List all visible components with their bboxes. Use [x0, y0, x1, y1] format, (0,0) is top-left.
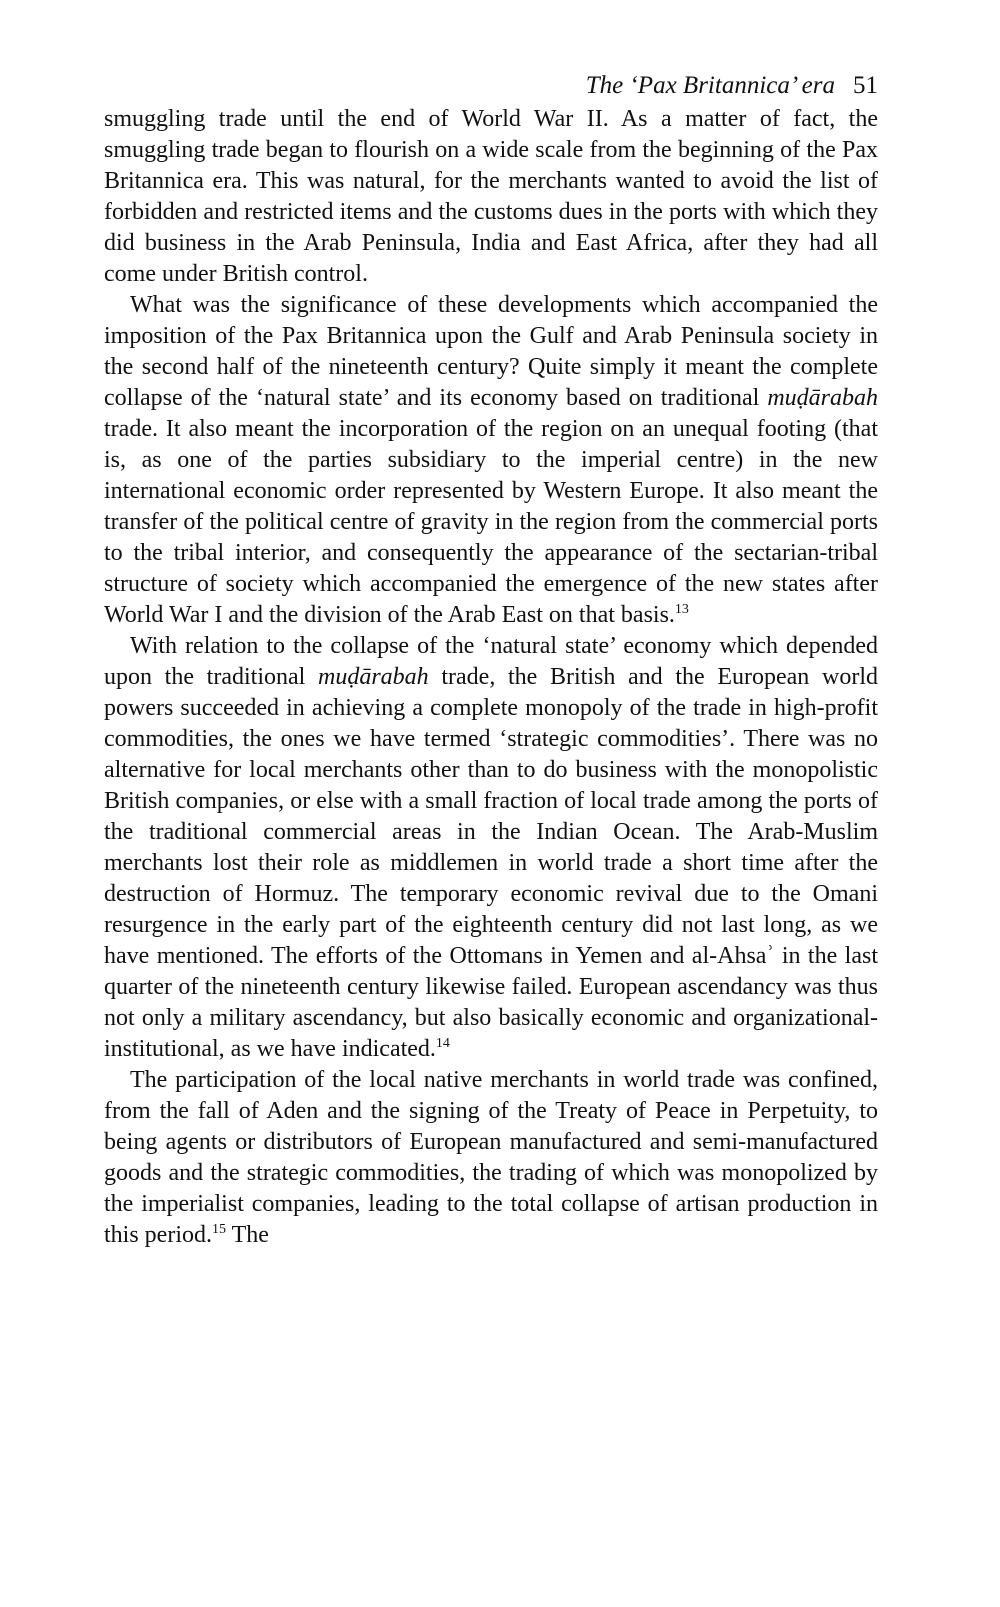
paragraph-4-text-b: The: [226, 1222, 269, 1248]
paragraph-2-text-a: What was the significance of these developments which accompanied the imposition of the Pax Britannica upon the Gulf and Arab Peninsula society in the second half of the nineteenth century? Quite simply it meant the complete collapse of the ‘natural state’ and its economy based on traditional: [104, 292, 878, 411]
paragraph-1: [104, 104, 878, 290]
footnote-marker-13: 13: [674, 602, 689, 617]
page-number: 51: [853, 72, 878, 99]
running-head: [104, 70, 878, 104]
paragraph-2-text-b: trade. It also meant the incorporation of the region on an unequal footing (that is, as one of the parties subsidiary to the imperial centre) in the new international economic order represented by Western Europe. It also meant the transfer of the political centre of gravity in the region from the commercial ports to the tribal interior, and consequently the appearance of the sectarian-tribal structure of society which accompanied the emergence of the new states after World War I and the division of the Arab East on that basis.: [104, 416, 878, 628]
paragraph-4: [104, 1065, 878, 1251]
paragraph-1-text: smuggling trade until the end of World War II. As a matter of fact, the smuggling trade began to flourish on a wide scale from the beginning of the Pax Britannica era. This was natural, for the merchants wanted to avoid the list of forbidden and restricted items and the customs dues in the ports with which they did business in the Arab Peninsula, India and East Africa, after they had all come under British control.: [104, 106, 878, 287]
book-page: [104, 70, 878, 1251]
body-text: [104, 104, 878, 1251]
paragraph-2: [104, 290, 878, 631]
paragraph-3: [104, 631, 878, 1065]
paragraph-3-text-a: With relation to the collapse of the ‘natural state’ economy which depended upon the traditional: [104, 633, 878, 690]
footnote-marker-15: 15: [212, 1222, 226, 1237]
italic-term: muḍārabah: [767, 385, 878, 411]
paragraph-3-text-b: trade, the British and the European world powers succeeded in achieving a complete monopoly of the trade in high-profit commodities, the ones we have termed ‘strategic commodities’. There was no alternative for local merchants other than to do business with the monopolistic British companies, or else with a small fraction of local trade among the ports of the traditional commercial areas in the Indian Ocean. The Arab-Muslim merchants lost their role as middlemen in world trade a short time after the destruction of Hormuz. The temporary economic revival due to the Omani resurgence in the early part of the eighteenth century did not last long, as we have mentioned. The efforts of the Ottomans in Yemen and al-Ahsaʾ in the last quarter of the nineteenth century likewise failed. European ascendancy was thus not only a military ascendancy, but also basically economic and organizational-institutional, as we have indicated.: [104, 664, 878, 1062]
footnote-marker-14: 14: [435, 1036, 450, 1051]
paragraph-4-text-a: The participation of the local native merchants in world trade was confined, from the fall of Aden and the signing of the Treaty of Peace in Perpetuity, to being agents or distributors of European manufactured and semi-manufactured goods and the strategic commodities, the trading of which was monopolized by the imperialist companies, leading to the total collapse of artisan production in this period.: [104, 1067, 878, 1248]
running-title: The ‘Pax Britannica’ era: [585, 72, 835, 99]
italic-term: muḍārabah: [318, 664, 429, 690]
